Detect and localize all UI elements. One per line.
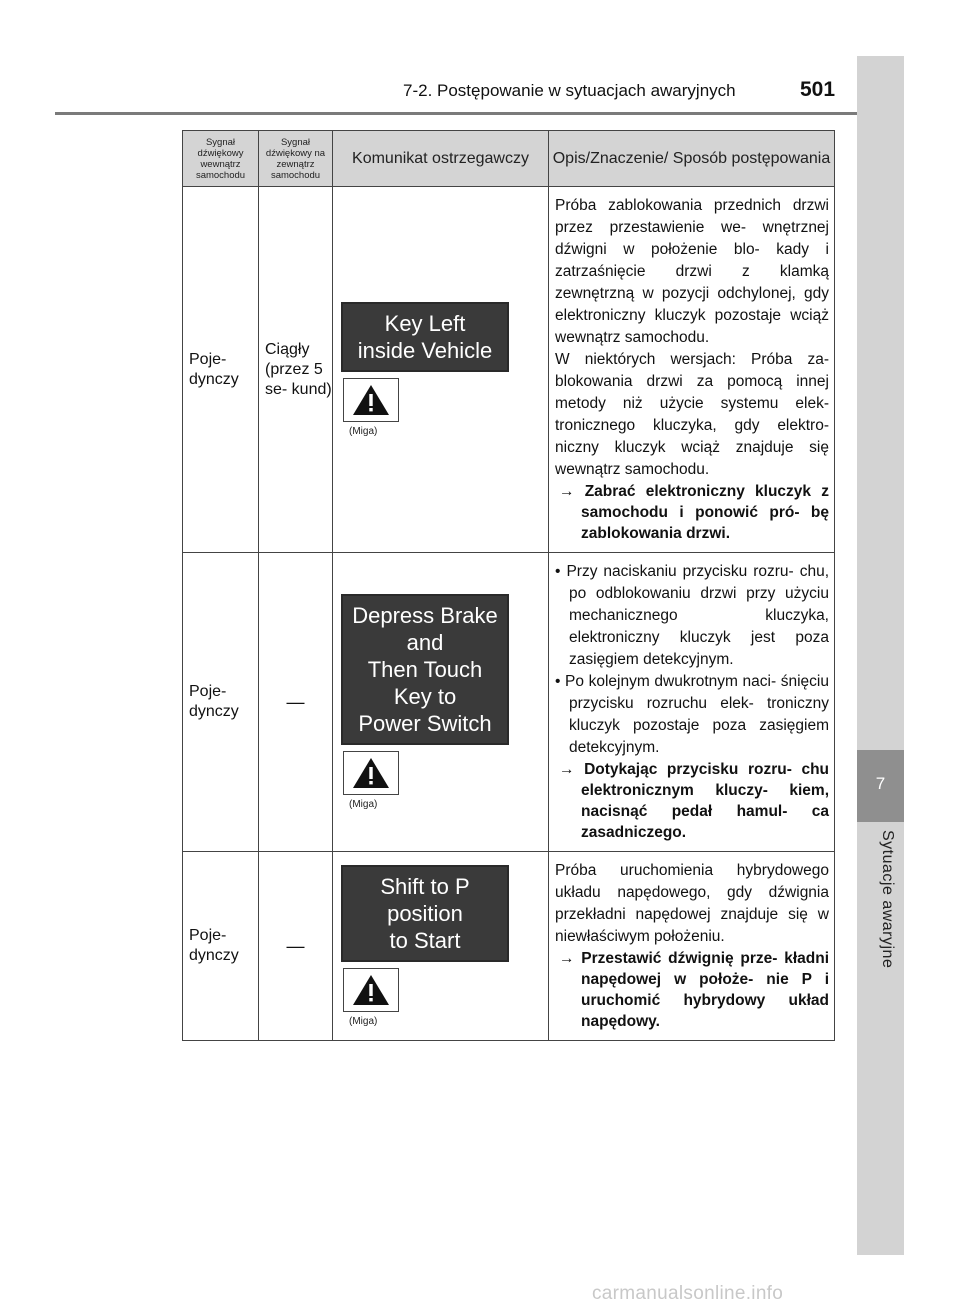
bullet-text: Po kolejnym dwukrotnym naci- śnięciu przycisku rozruchu elek- troniczny kluczyk pozostaje poza zasięgiem detekcyjnym.: [565, 673, 829, 756]
description-text: W niektórych wersjach: Próba za- blokowania drzwi za pomocą innej metody niż użycie systemu elek- tronicznego kluczyka, gdy elektro- niczny kluczyk wciąż znajduje się wewnątrz samochodu.: [555, 351, 829, 478]
arrow-icon: →: [559, 950, 575, 967]
description-cell: [549, 852, 835, 1041]
internal-signal-cell: Poje- dynczy: [183, 553, 259, 852]
bullet-text: Przy naciskaniu przycisku rozru- chu, po odblokowaniu drzwi przy użyciu mechanicznego kluczyka, elektroniczny kluczyk jest poza zasięgiem detekcyjnym.: [566, 563, 829, 668]
section-title: 7-2. Postępowanie w sytuacjach awaryjnych: [403, 81, 736, 100]
header-internal-signal: Sygnał dźwiękowy wewnątrz samochodu: [183, 131, 259, 187]
watermark: carmanualsonline.info: [592, 1283, 784, 1304]
message-cell: [333, 852, 549, 1041]
message-cell: [333, 553, 549, 852]
display-line: Key Left: [384, 311, 466, 336]
table-header-row: [183, 131, 835, 187]
display-line: Power Switch: [358, 711, 492, 736]
display-line: Then Touch Key to: [367, 657, 483, 709]
action-instruction: [555, 948, 829, 1032]
arrow-icon: →: [559, 761, 575, 778]
warning-triangle-icon: [343, 378, 399, 422]
bullet-item: [555, 561, 829, 671]
external-signal-cell: —: [259, 852, 333, 1041]
description-cell: [549, 187, 835, 553]
display-line: Shift to P position: [380, 874, 470, 926]
warning-display: [341, 865, 509, 962]
table-row: [183, 852, 835, 1041]
action-instruction: [555, 481, 829, 544]
action-text: Zabrać elektroniczny kluczyk z samochodu i ponowić pró- bę zablokowania drzwi.: [581, 483, 829, 542]
table-row: [183, 553, 835, 852]
header-divider: [55, 112, 857, 115]
blink-label: (Miga): [349, 799, 378, 810]
bullet-item: [555, 671, 829, 759]
bullet-icon: •: [555, 673, 561, 690]
header-message: Komunikat ostrzegawczy: [333, 131, 549, 187]
chapter-side-tab: [857, 56, 904, 1255]
bullet-icon: •: [555, 563, 561, 580]
display-line: Depress Brake and: [352, 603, 498, 655]
blink-label: (Miga): [349, 1016, 378, 1027]
chapter-number-tab[interactable]: 7: [857, 750, 904, 822]
external-signal-cell: —: [259, 553, 333, 852]
warning-triangle-icon: [343, 751, 399, 795]
description-text: Próba uruchomienia hybrydowego układu napędowego, gdy dźwignia przekładni napędowej znajduje się w niewłaściwym położeniu.: [555, 862, 829, 945]
action-text: Dotykając przycisku rozru- chu elektronicznym kluczy- kiem, nacisnąć pedał hamul- ca zasadniczego.: [581, 761, 829, 841]
display-line: to Start: [389, 928, 461, 953]
header-external-signal: Sygnał dźwiękowy na zewnątrz samochodu: [259, 131, 333, 187]
warning-display: [341, 594, 509, 745]
display-line: inside Vehicle: [357, 338, 493, 363]
action-text: Przestawić dźwignię prze- kładni napędowej w położe- nie P i uruchomić hybrydowy układ napędowy.: [581, 950, 829, 1030]
description-cell: [549, 553, 835, 852]
description-text: Próba zablokowania przednich drzwi przez przestawienie we- wnętrznej dźwigni w położenie blo- kady i zatrzaśnięcie drzwi z klamką zewnętrzną w pozycji odchylonej, gdy elektroniczny kluczyk pozostaje wciąż wewnątrz samochodu.: [555, 197, 829, 346]
message-cell: [333, 187, 549, 553]
page-number: 501: [800, 78, 836, 101]
warning-display: [341, 302, 509, 372]
internal-signal-cell: Poje- dynczy: [183, 852, 259, 1041]
chapter-label: Sytuacje awaryjne: [879, 830, 896, 969]
action-instruction: [555, 759, 829, 843]
warning-table: [182, 130, 835, 1041]
external-signal-cell: Ciągły (przez 5 se- kund): [259, 187, 333, 553]
blink-label: (Miga): [349, 426, 378, 437]
warning-triangle-icon: [343, 968, 399, 1012]
internal-signal-cell: Poje- dynczy: [183, 187, 259, 553]
table-row: [183, 187, 835, 553]
arrow-icon: →: [559, 483, 575, 500]
header-description: Opis/Znaczenie/ Sposób postępowania: [549, 131, 835, 187]
